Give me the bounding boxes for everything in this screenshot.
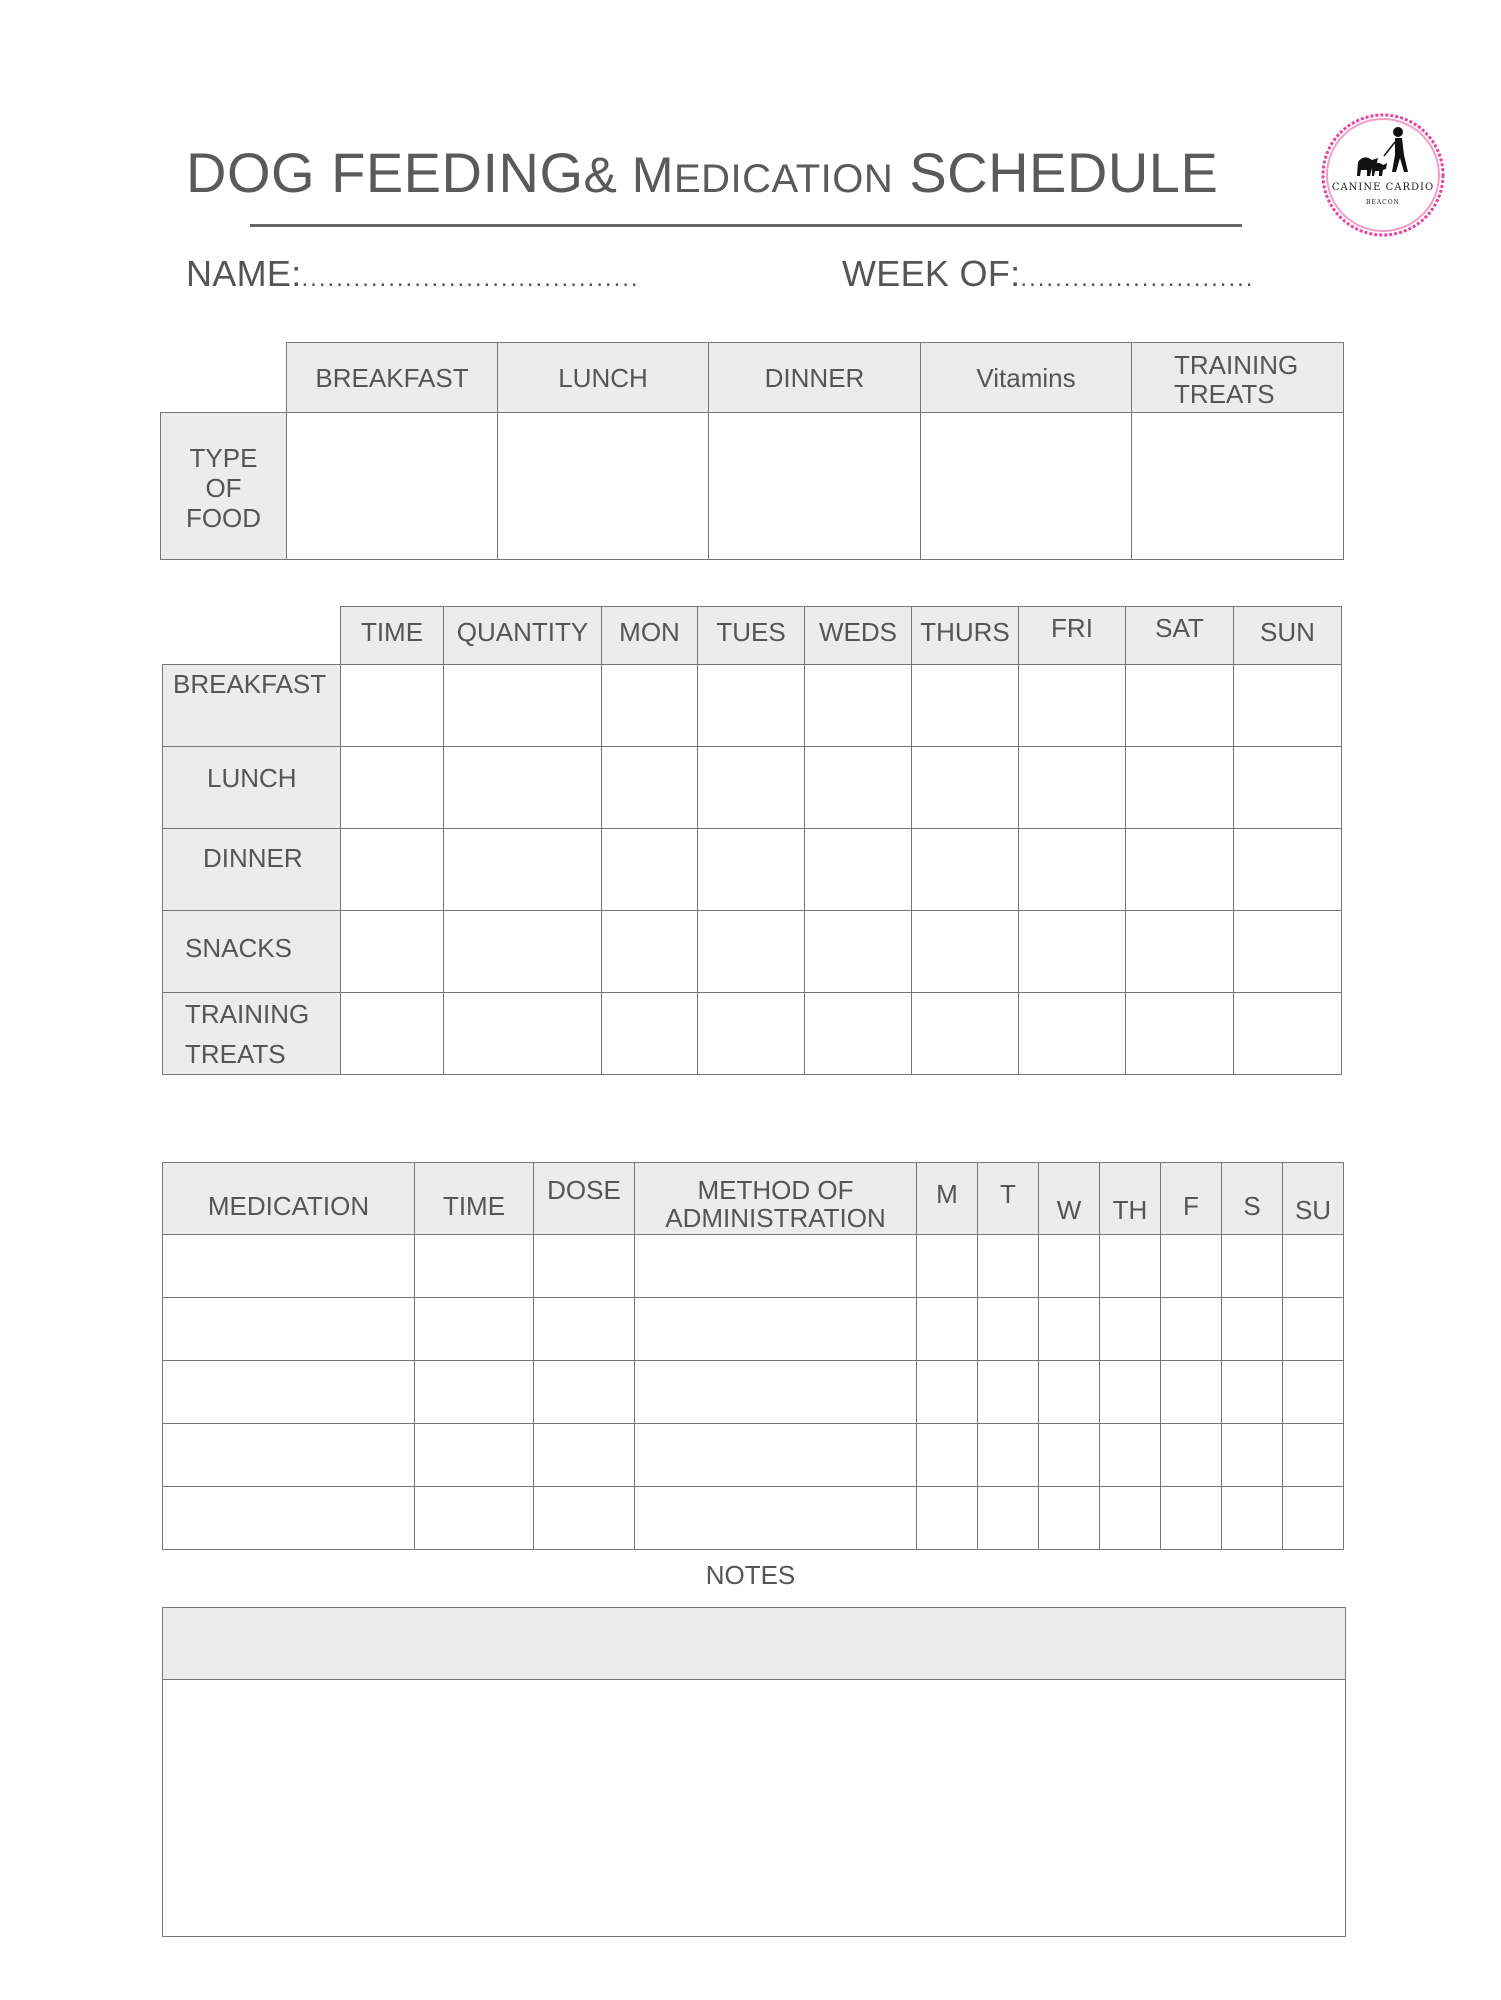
food-cell-training-treats[interactable] [1131, 412, 1344, 560]
week-field[interactable] [842, 253, 1254, 295]
schedule-entry-cell[interactable] [443, 992, 602, 1075]
medication-entry-cell[interactable] [1221, 1486, 1283, 1550]
schedule-entry-cell[interactable] [601, 664, 698, 747]
medication-entry-cell[interactable] [916, 1423, 978, 1487]
schedule-entry-cell[interactable] [340, 992, 444, 1075]
medication-entry-cell[interactable] [1099, 1486, 1161, 1550]
schedule-entry-cell[interactable] [340, 746, 444, 829]
medication-entry-cell[interactable] [414, 1297, 534, 1361]
medication-entry-cell[interactable] [977, 1234, 1039, 1298]
schedule-entry-cell[interactable] [911, 910, 1019, 993]
schedule-row-label-cell [162, 828, 341, 911]
schedule-header-label: SAT [1155, 613, 1204, 643]
medication-entry-cell[interactable] [1038, 1360, 1100, 1424]
medication-header-cell [1160, 1162, 1222, 1235]
schedule-entry-cell[interactable] [340, 664, 444, 747]
food-header-dinner [708, 342, 921, 413]
food-header-breakfast-label: BREAKFAST [315, 363, 469, 393]
food-cell-dinner[interactable] [708, 412, 921, 560]
medication-header-cell [634, 1162, 917, 1235]
medication-entry-cell[interactable] [414, 1360, 534, 1424]
name-label: NAME: [186, 253, 302, 294]
medication-entry-cell[interactable] [1038, 1423, 1100, 1487]
schedule-entry-cell[interactable] [601, 992, 698, 1075]
schedule-entry-cell[interactable] [911, 664, 1019, 747]
medication-header-cell [414, 1162, 534, 1235]
schedule-entry-cell[interactable] [443, 664, 602, 747]
schedule-entry-cell[interactable] [340, 910, 444, 993]
medication-header-cell [1038, 1162, 1100, 1235]
notes-area[interactable] [162, 1679, 1346, 1937]
medication-entry-cell[interactable] [1038, 1486, 1100, 1550]
medication-entry-cell[interactable] [1099, 1360, 1161, 1424]
medication-entry-cell[interactable] [414, 1234, 534, 1298]
medication-entry-cell[interactable] [916, 1360, 978, 1424]
medication-entry-cell[interactable] [533, 1423, 635, 1487]
schedule-entry-cell[interactable] [1125, 746, 1234, 829]
schedule-header-cell [1125, 606, 1234, 665]
schedule-row-label: BREAKFAST [173, 669, 327, 699]
schedule-entry-cell[interactable] [1125, 992, 1234, 1075]
medication-entry-cell[interactable] [162, 1360, 415, 1424]
schedule-row-label-cell [162, 664, 341, 747]
food-row-label-cell [160, 412, 287, 560]
schedule-header-label: MON [619, 617, 680, 647]
schedule-header-cell [601, 606, 698, 665]
medication-header-label: M [936, 1179, 958, 1209]
schedule-row-label: LUNCH [207, 763, 297, 793]
medication-entry-cell[interactable] [916, 1234, 978, 1298]
medication-entry-cell[interactable] [533, 1486, 635, 1550]
schedule-row-label: DINNER [203, 843, 303, 873]
food-cell-vitamins[interactable] [920, 412, 1132, 560]
medication-entry-cell[interactable] [1282, 1423, 1344, 1487]
food-header-training-treats-label: TRAINING TREATS [1174, 350, 1299, 409]
schedule-entry-cell[interactable] [1018, 664, 1126, 747]
schedule-entry-cell[interactable] [1125, 664, 1234, 747]
medication-header-label: TIME [442, 1191, 506, 1221]
medication-entry-cell[interactable] [1221, 1360, 1283, 1424]
schedule-entry-cell[interactable] [697, 828, 805, 911]
medication-header-cell [1221, 1162, 1283, 1235]
food-cell-breakfast[interactable] [286, 412, 498, 560]
food-header-vitamins-label: Vitamins [976, 363, 1076, 393]
medication-entry-cell[interactable] [1282, 1486, 1344, 1550]
schedule-entry-cell[interactable] [804, 910, 912, 993]
medication-entry-cell[interactable] [1282, 1234, 1344, 1298]
schedule-header-label: QUANTITY [456, 617, 589, 647]
medication-header-label: F [1183, 1191, 1199, 1221]
medication-header-label: T [1000, 1179, 1016, 1209]
schedule-header-label: TIME [360, 617, 424, 647]
medication-entry-cell[interactable] [916, 1486, 978, 1550]
medication-entry-cell[interactable] [1038, 1297, 1100, 1361]
medication-header-cell [977, 1162, 1039, 1235]
schedule-row-label: SNACKS [185, 933, 292, 963]
medication-entry-cell[interactable] [1160, 1360, 1222, 1424]
food-row-label-line-1: TYPE [189, 443, 258, 473]
medication-entry-cell[interactable] [1038, 1234, 1100, 1298]
title-underline [250, 224, 1242, 227]
medication-entry-cell[interactable] [162, 1486, 415, 1550]
food-header-training-treats [1131, 342, 1344, 413]
page-title [186, 140, 1218, 205]
schedule-entry-cell[interactable] [1233, 992, 1342, 1075]
medication-entry-cell[interactable] [977, 1297, 1039, 1361]
logo-icon [1318, 110, 1448, 240]
title-part-2: & M [583, 147, 674, 203]
medication-header-label: S [1243, 1191, 1261, 1221]
medication-entry-cell[interactable] [1099, 1297, 1161, 1361]
medication-entry-cell[interactable] [162, 1234, 415, 1298]
food-header-lunch [497, 342, 709, 413]
schedule-entry-cell[interactable] [1125, 910, 1234, 993]
schedule-header-label: FRI [1051, 613, 1093, 643]
schedule-entry-cell[interactable] [804, 664, 912, 747]
notes-header-bar [162, 1607, 1346, 1680]
schedule-entry-cell[interactable] [697, 746, 805, 829]
title-part-3: EDICATION [673, 157, 894, 201]
medication-header-label: METHOD OF [697, 1175, 854, 1205]
medication-entry-cell[interactable] [1099, 1423, 1161, 1487]
schedule-entry-cell[interactable] [1233, 664, 1342, 747]
medication-header-label: ADMINISTRATION [665, 1203, 886, 1233]
schedule-entry-cell[interactable] [804, 828, 912, 911]
medication-entry-cell[interactable] [162, 1423, 415, 1487]
medication-header-cell [916, 1162, 978, 1235]
schedule-entry-cell[interactable] [804, 992, 912, 1075]
week-dotted-line: ........................... [1020, 265, 1255, 292]
medication-entry-cell[interactable] [1160, 1234, 1222, 1298]
schedule-entry-cell[interactable] [443, 828, 602, 911]
schedule-entry-cell[interactable] [697, 664, 805, 747]
medication-header-label: TH [1112, 1195, 1148, 1225]
medication-entry-cell[interactable] [1221, 1297, 1283, 1361]
schedule-entry-cell[interactable] [697, 992, 805, 1075]
medication-entry-cell[interactable] [977, 1423, 1039, 1487]
food-header-lunch-label: LUNCH [558, 363, 648, 393]
schedule-header-cell [340, 606, 444, 665]
medication-entry-cell[interactable] [533, 1234, 635, 1298]
medication-header-cell [162, 1162, 415, 1235]
name-dotted-line: ....................................... [301, 265, 640, 292]
schedule-header-cell [443, 606, 602, 665]
schedule-header-cell [697, 606, 805, 665]
schedule-entry-cell[interactable] [601, 746, 698, 829]
schedule-row-label-cell [162, 992, 341, 1075]
medication-entry-cell[interactable] [1282, 1360, 1344, 1424]
schedule-entry-cell[interactable] [443, 910, 602, 993]
medication-entry-cell[interactable] [1099, 1234, 1161, 1298]
schedule-row-label-cell [162, 910, 341, 993]
schedule-entry-cell[interactable] [911, 992, 1019, 1075]
medication-entry-cell[interactable] [634, 1423, 917, 1487]
medication-header-label: DOSE [547, 1175, 621, 1205]
schedule-entry-cell[interactable] [1018, 828, 1126, 911]
schedule-entry-cell[interactable] [340, 828, 444, 911]
week-label: WEEK OF: [842, 253, 1021, 294]
medication-entry-cell[interactable] [162, 1297, 415, 1361]
schedule-entry-cell[interactable] [1018, 746, 1126, 829]
schedule-entry-cell[interactable] [911, 746, 1019, 829]
schedule-entry-cell[interactable] [1233, 828, 1342, 911]
schedule-entry-cell[interactable] [1018, 992, 1126, 1075]
schedule-row-label-cell [162, 746, 341, 829]
medication-entry-cell[interactable] [1282, 1297, 1344, 1361]
medication-entry-cell[interactable] [414, 1486, 534, 1550]
medication-header-cell [1282, 1162, 1344, 1235]
medication-entry-cell[interactable] [1221, 1234, 1283, 1298]
medication-entry-cell[interactable] [1160, 1423, 1222, 1487]
logo-text-top: CANINE CARDIO [1331, 182, 1435, 193]
food-cell-lunch[interactable] [497, 412, 709, 560]
schedule-entry-cell[interactable] [443, 746, 602, 829]
schedule-entry-cell[interactable] [1233, 746, 1342, 829]
medication-entry-cell[interactable] [1160, 1486, 1222, 1550]
medication-entry-cell[interactable] [634, 1297, 917, 1361]
food-header-vitamins [920, 342, 1132, 413]
schedule-row-label: TREATS [185, 1039, 286, 1069]
logo-text-bottom: BEACON [1366, 199, 1400, 206]
medication-entry-cell[interactable] [634, 1486, 917, 1550]
schedule-header-label: SUN [1260, 617, 1315, 647]
schedule-header-label: WEDS [819, 617, 897, 647]
medication-header-label: W [1056, 1195, 1082, 1225]
schedule-entry-cell[interactable] [911, 828, 1019, 911]
medication-entry-cell[interactable] [916, 1297, 978, 1361]
medication-entry-cell[interactable] [533, 1360, 635, 1424]
schedule-header-label: THURS [920, 617, 1010, 647]
food-header-breakfast [286, 342, 498, 413]
medication-header-cell [1099, 1162, 1161, 1235]
medication-entry-cell[interactable] [634, 1360, 917, 1424]
name-field[interactable] [186, 253, 640, 295]
medication-entry-cell[interactable] [414, 1423, 534, 1487]
medication-entry-cell[interactable] [977, 1360, 1039, 1424]
food-row-label-line-2: OF [205, 473, 242, 503]
schedule-entry-cell[interactable] [601, 828, 698, 911]
medication-header-label: MEDICATION [207, 1191, 370, 1221]
medication-entry-cell[interactable] [1221, 1423, 1283, 1487]
title-part-1: DOG FEEDING [186, 141, 584, 204]
brand-logo [1318, 110, 1448, 240]
schedule-header-cell [1233, 606, 1342, 665]
title-part-4: SCHEDULE [893, 141, 1219, 204]
notes-label: NOTES [705, 1560, 796, 1590]
schedule-entry-cell[interactable] [697, 910, 805, 993]
medication-header-cell [533, 1162, 635, 1235]
schedule-entry-cell[interactable] [601, 910, 698, 993]
food-row-label-line-3: FOOD [185, 503, 262, 533]
schedule-entry-cell[interactable] [1018, 910, 1126, 993]
schedule-row-label: TRAINING [185, 999, 310, 1029]
schedule-header-cell [1018, 606, 1126, 665]
medication-entry-cell[interactable] [1160, 1297, 1222, 1361]
schedule-header-cell [911, 606, 1019, 665]
schedule-header-label: TUES [716, 617, 786, 647]
food-header-dinner-label: DINNER [764, 363, 865, 393]
schedule-header-cell [804, 606, 912, 665]
medication-entry-cell[interactable] [533, 1297, 635, 1361]
medication-entry-cell[interactable] [977, 1486, 1039, 1550]
schedule-entry-cell[interactable] [1233, 910, 1342, 993]
schedule-entry-cell[interactable] [804, 746, 912, 829]
schedule-entry-cell[interactable] [1125, 828, 1234, 911]
medication-header-label: SU [1294, 1195, 1332, 1225]
medication-entry-cell[interactable] [634, 1234, 917, 1298]
